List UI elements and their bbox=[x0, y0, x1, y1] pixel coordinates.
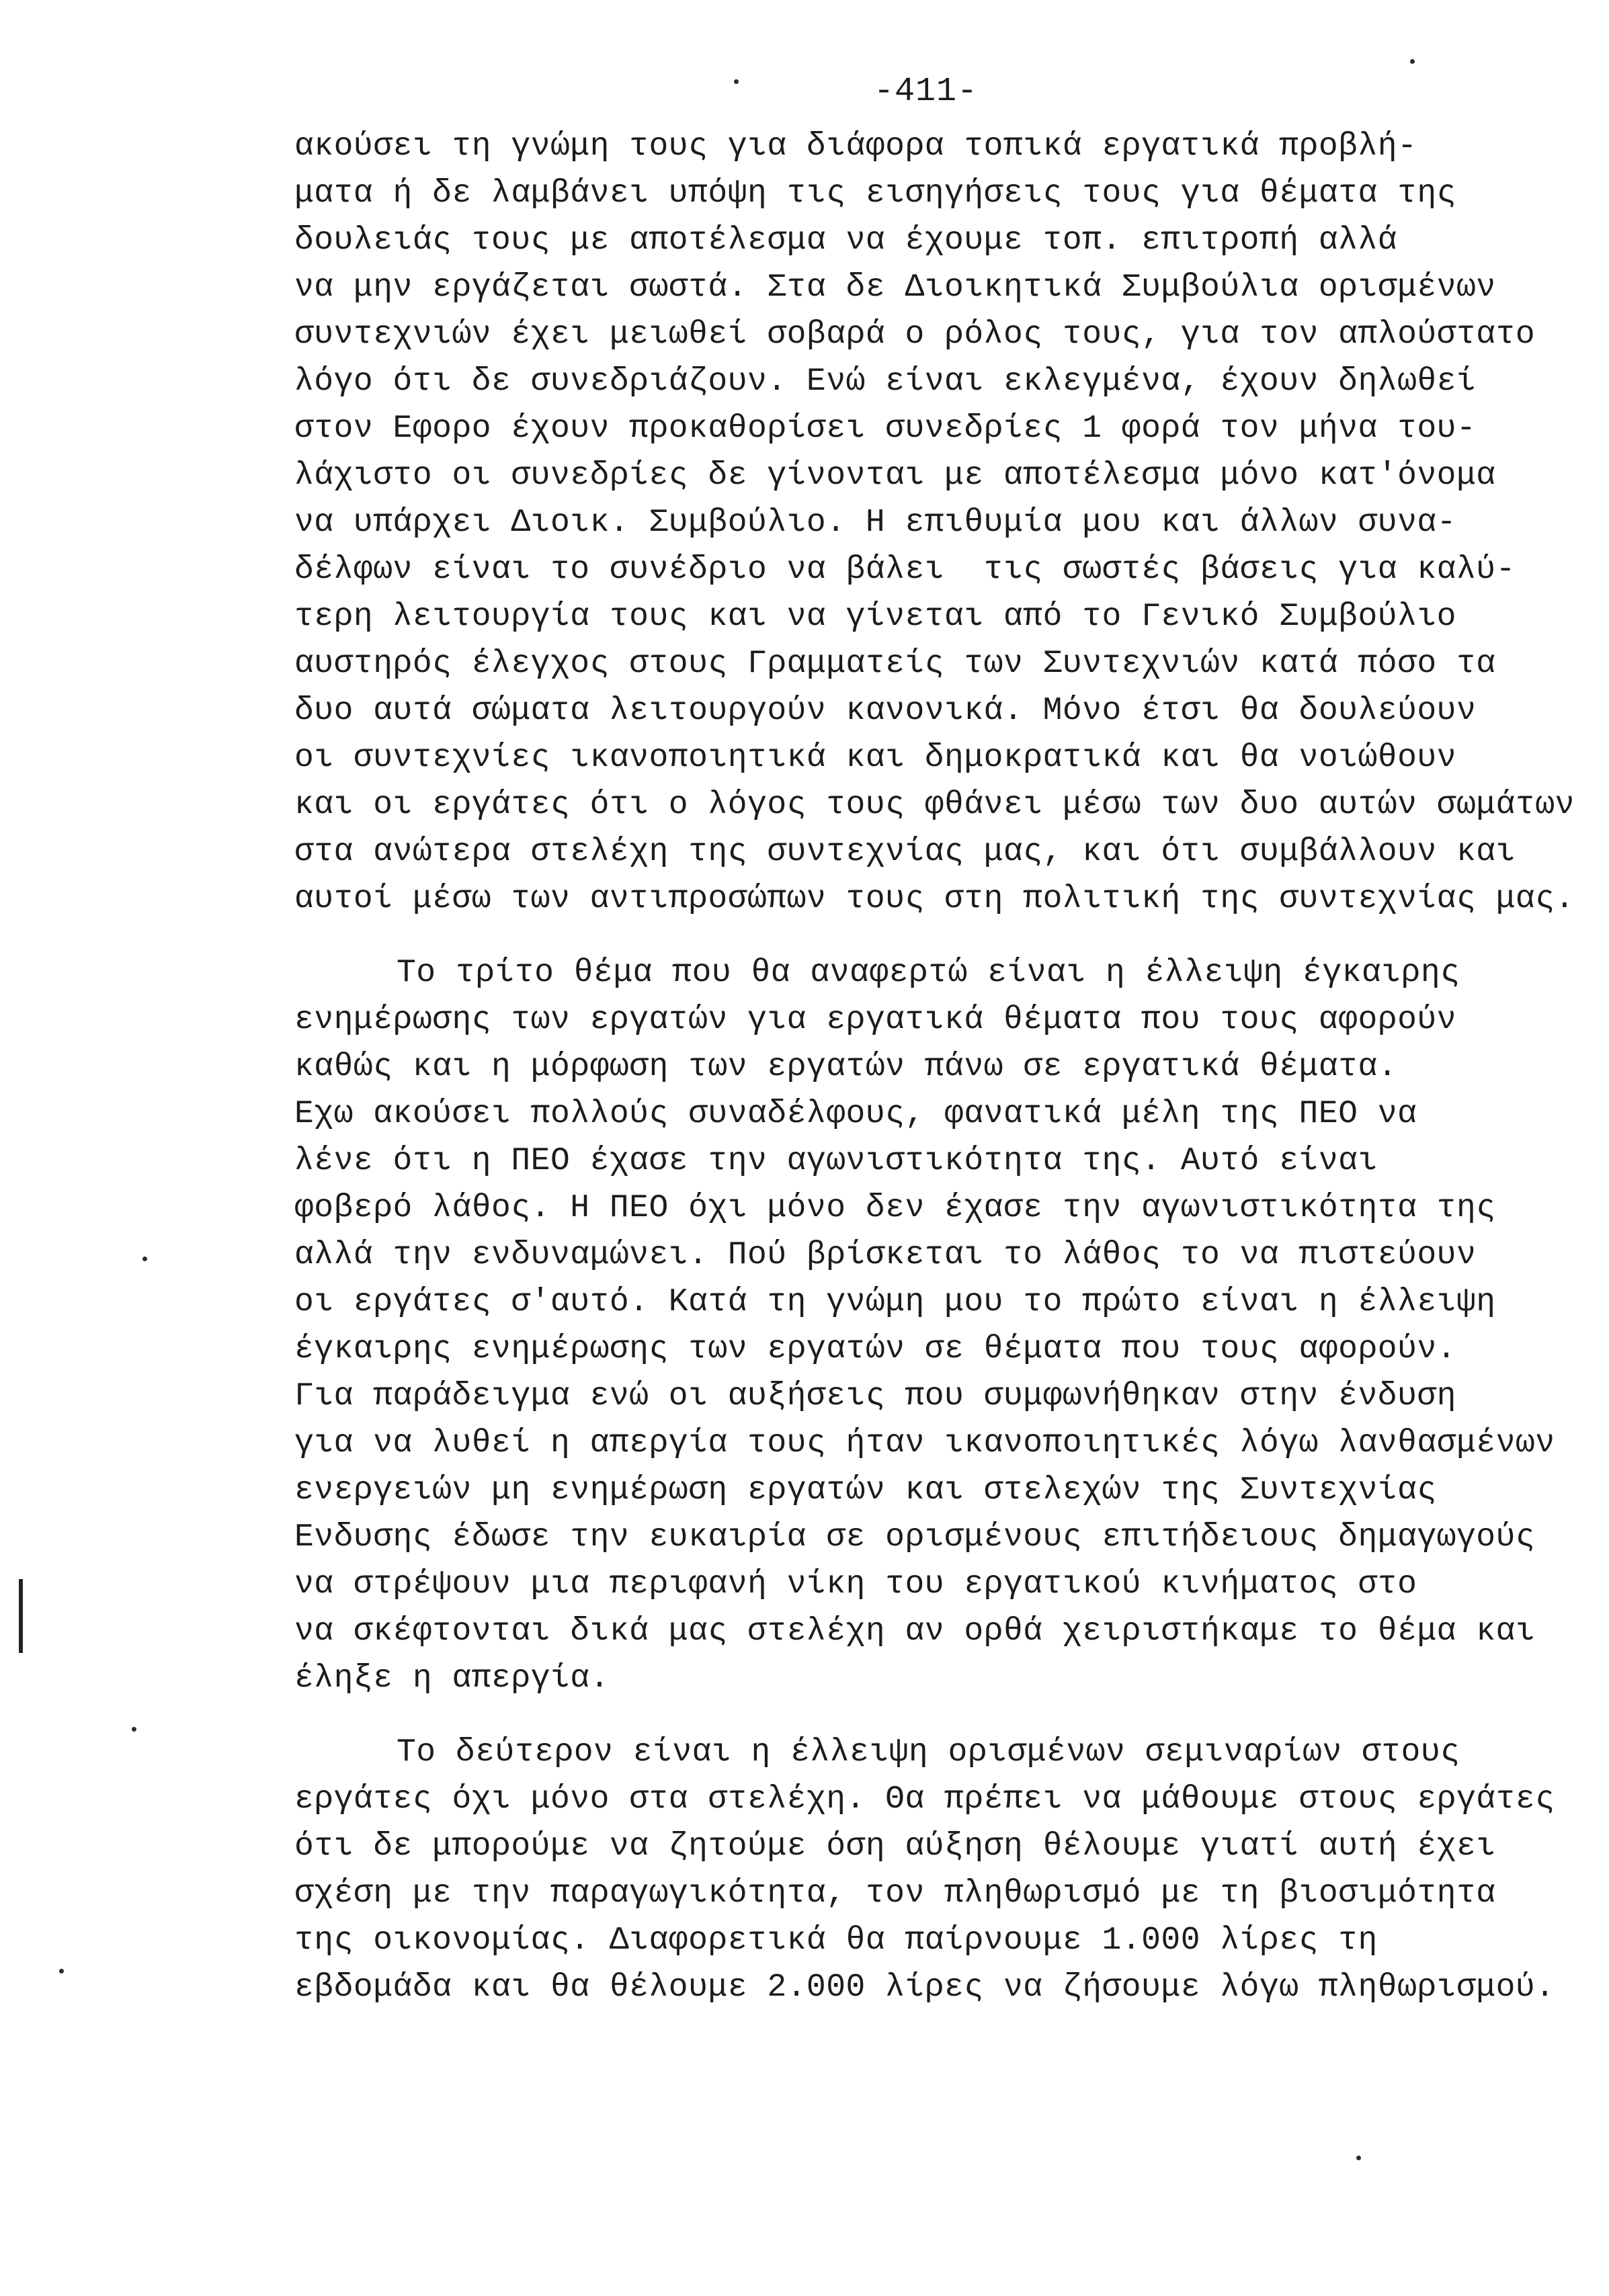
paragraph-1-line-8: λάχιστο οι συνεδρίες δε γίνονται με αποτέλεσμα μόνο κατ'όνομα bbox=[294, 458, 1496, 494]
paragraph-2-line-1: Το τρίτο θέμα που θα αναφερτώ είναι η έλλειψη έγκαιρης bbox=[397, 955, 1460, 991]
paragraph-2-line-6: φοβερό λάθος. Η ΠΕΟ όχι μόνο δεν έχασε την αγωνιστικότητα της bbox=[294, 1190, 1496, 1226]
paragraph-2-line-14: να στρέψουν μια περιφανή νίκη του εργατικού κινήματος στο bbox=[294, 1566, 1417, 1603]
scan-speck bbox=[132, 1727, 136, 1732]
paragraph-2-line-10: Για παράδειγμα ενώ οι αυξήσεις που συμφωνήθηκαν στην ένδυση bbox=[294, 1378, 1456, 1414]
scan-speck bbox=[59, 1969, 64, 1973]
paragraph-1-line-10: δέλφων είναι το συνέδριο να βάλει τις σωστές βάσεις για καλύ- bbox=[294, 552, 1516, 588]
paragraph-1-line-4: να μην εργάζεται σωστά. Στα δε Διοικητικά Συμβούλια ορισμένων bbox=[294, 269, 1496, 306]
scan-speck bbox=[1356, 2156, 1361, 2160]
paragraph-3-line-3: ότι δε μπορούμε να ζητούμε όση αύξηση θέλουμε γιατί αυτή έχει bbox=[294, 1828, 1496, 1865]
paragraph-1-line-3: δουλειάς τους με αποτέλεσμα να έχουμε τοπ. επιτροπή αλλά bbox=[294, 222, 1398, 259]
paragraph-2-line-16: έληξε η απεργία. bbox=[294, 1660, 610, 1697]
paragraph-3-line-5: της οικονομίας. Διαφορετικά θα παίρνουμε 1.000 λίρες τη bbox=[294, 1922, 1378, 1959]
paragraph-1-line-7: στον Εφορο έχουν προκαθορίσει συνεδρίες 1 φορά τον μήνα του- bbox=[294, 411, 1477, 447]
paragraph-1-line-1: ακούσει τη γνώμη τους για διάφορα τοπικά εργατικά προβλή- bbox=[294, 128, 1417, 165]
paragraph-1-line-9: να υπάρχει Διοικ. Συμβούλιο. Η επιθυμία μου και άλλων συνα- bbox=[294, 505, 1456, 541]
paragraph-1-line-17: αυτοί μέσω των αντιπροσώπων τους στη πολιτική της συντεχνίας μας. bbox=[294, 881, 1575, 917]
paragraph-1-line-13: δυο αυτά σώματα λειτουργούν κανονικά. Μόνο έτσι θα δουλεύουν bbox=[294, 693, 1477, 729]
paragraph-2-line-7: αλλά την ενδυναμώνει. Πού βρίσκεται το λάθος το να πιστεύουν bbox=[294, 1237, 1477, 1273]
scan-speck bbox=[734, 79, 739, 84]
paragraph-2-line-15: να σκέφτονται δικά μας στελέχη αν ορθά χειριστήκαμε το θέμα και bbox=[294, 1613, 1536, 1650]
paragraph-2-line-13: Ενδυσης έδωσε την ευκαιρία σε ορισμένους επιτήδειους δημαγωγούς bbox=[294, 1519, 1536, 1556]
paragraph-3-line-4: σχέση με την παραγωγικότητα, τον πληθωρισμό με τη βιοσιμότητα bbox=[294, 1875, 1496, 1912]
page-number: -411- bbox=[874, 73, 979, 111]
paragraph-1-line-5: συντεχνιών έχει μειωθεί σοβαρά ο ρόλος τους, για τον απλούστατο bbox=[294, 316, 1536, 353]
paragraph-2-line-12: ενεργειών μη ενημέρωση εργατών και στελεχών της Συντεχνίας bbox=[294, 1472, 1437, 1508]
paragraph-3-line-1: Το δεύτερον είναι η έλλειψη ορισμένων σεμιναρίων στους bbox=[397, 1734, 1460, 1771]
paragraph-1-line-14: οι συντεχνίες ικανοποιητικά και δημοκρατικά και θα νοιώθουν bbox=[294, 740, 1456, 776]
paragraph-1-line-15: και οι εργάτες ότι ο λόγος τους φθάνει μέσω των δυο αυτών σωμάτων bbox=[294, 787, 1575, 823]
paragraph-1-line-6: λόγο ότι δε συνεδριάζουν. Ενώ είναι εκλεγμένα, έχουν δηλωθεί bbox=[294, 364, 1477, 400]
paragraph-1-line-11: τερη λειτουργία τους και να γίνεται από το Γενικό Συμβούλιο bbox=[294, 599, 1456, 635]
paragraph-2-line-4: Εχω ακούσει πολλούς συναδέλφους, φανατικά μέλη της ΠΕΟ να bbox=[294, 1096, 1417, 1132]
paragraph-2-line-5: λένε ότι η ΠΕΟ έχασε την αγωνιστικότητα της. Αυτό είναι bbox=[294, 1143, 1378, 1179]
paragraph-1-line-2: ματα ή δε λαμβάνει υπόψη τις εισηγήσεις τους για θέματα της bbox=[294, 175, 1456, 212]
paragraph-2-line-11: για να λυθεί η απεργία τους ήταν ικανοποιητικές λόγω λανθασμένων bbox=[294, 1425, 1555, 1461]
paragraph-1-line-12: αυστηρός έλεγχος στους Γραμματείς των Συντεχνιών κατά πόσο τα bbox=[294, 646, 1496, 682]
scan-edge-mark bbox=[19, 1579, 23, 1653]
paragraph-2-line-8: οι εργάτες σ'αυτό. Κατά τη γνώμη μου το πρώτο είναι η έλλειψη bbox=[294, 1284, 1496, 1320]
paragraph-2-line-2: ενημέρωσης των εργατών για εργατικά θέματα που τους αφορούν bbox=[294, 1002, 1456, 1038]
paragraph-2-line-9: έγκαιρης ενημέρωσης των εργατών σε θέματα που τους αφορούν. bbox=[294, 1331, 1456, 1367]
paragraph-1-line-16: στα ανώτερα στελέχη της συντεχνίας μας, και ότι συμβάλλουν και bbox=[294, 834, 1516, 870]
scan-speck bbox=[142, 1257, 147, 1261]
paragraph-2-line-3: καθώς και η μόρφωση των εργατών πάνω σε εργατικά θέματα. bbox=[294, 1049, 1398, 1085]
paragraph-3-line-2: εργάτες όχι μόνο στα στελέχη. Θα πρέπει να μάθουμε στους εργάτες bbox=[294, 1781, 1555, 1818]
scan-speck bbox=[1410, 59, 1415, 64]
paragraph-3-line-6: εβδομάδα και θα θέλουμε 2.000 λίρες να ζήσουμε λόγω πληθωρισμού. bbox=[294, 1969, 1555, 2006]
